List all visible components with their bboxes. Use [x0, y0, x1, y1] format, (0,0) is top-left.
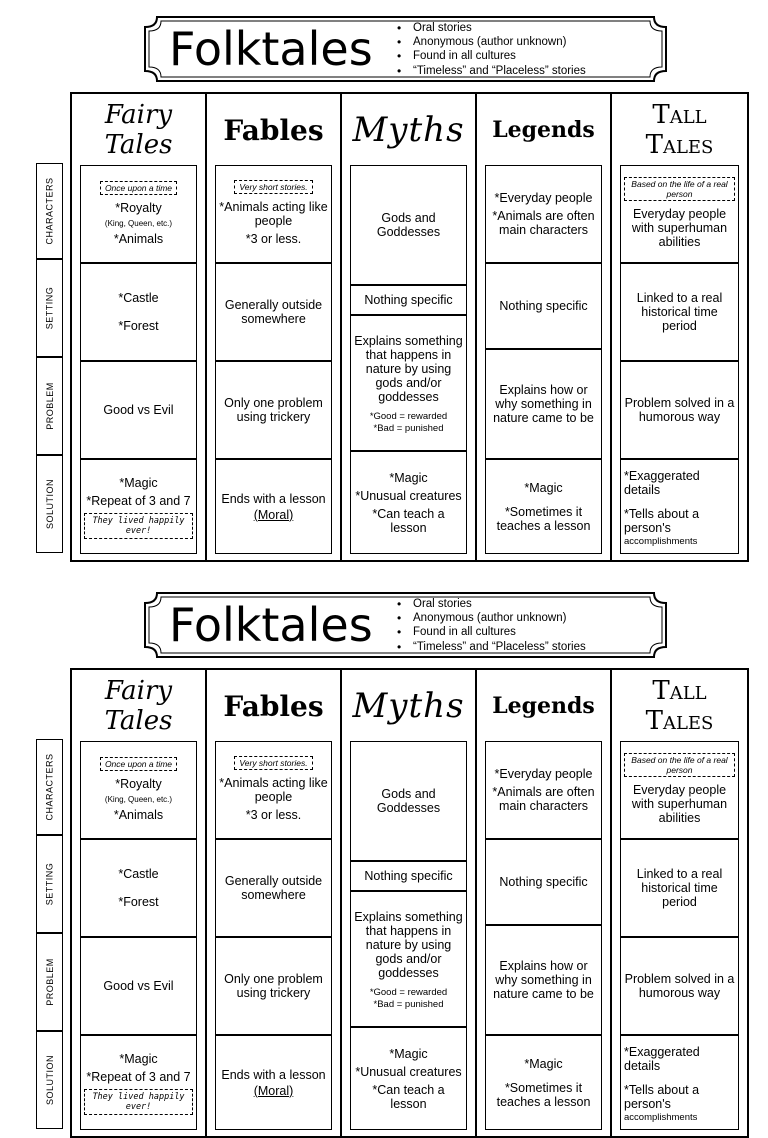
cell-solution: *Magic *Sometimes it teaches a lesson: [485, 459, 602, 554]
cell-setting: Nothing specific: [485, 263, 602, 349]
cell-solution: *Magic *Unusual creatures *Can teach a lesson: [350, 1027, 467, 1130]
cell-setting: Generally outside somewhere: [215, 263, 332, 361]
column-title: Tall Tales: [645, 676, 714, 736]
cell-characters: *Everyday people *Animals are often main characters: [485, 165, 602, 263]
cell-problem: Problem solved in a humorous way: [620, 361, 739, 459]
cell-setting: Nothing specific: [350, 285, 467, 315]
column-fables: [205, 92, 342, 562]
column-legends: [475, 92, 612, 562]
column-tall-tales: [610, 92, 749, 562]
folktales-banner: [143, 15, 668, 83]
folktales-chart: [0, 0, 768, 560]
bullet-item: • Found in all cultures: [395, 49, 586, 63]
row-label-problem: PROBLEM: [36, 357, 63, 455]
cell-characters: Once upon a time *Royalty (King, Queen, etc.) *Animals: [80, 165, 197, 263]
cell-characters: Very short stories. *Animals acting like people *3 or less.: [215, 741, 332, 839]
cell-solution: *Magic *Repeat of 3 and 7 They lived happily ever!: [80, 459, 197, 554]
cell-solution: *Magic *Unusual creatures *Can teach a lesson: [350, 451, 467, 554]
banner-bullets: [395, 597, 586, 654]
bullet-item: • Oral stories: [395, 597, 586, 611]
column-legends: [475, 668, 612, 1138]
cell-problem: Good vs Evil: [80, 937, 197, 1035]
cell-setting: Nothing specific: [350, 861, 467, 891]
bullet-item: • “Timeless” and “Placeless” stories: [395, 640, 586, 654]
column-title: Fairy Tales: [104, 676, 173, 736]
folktales-chart: [0, 576, 768, 1136]
row-label-setting: SETTING: [36, 835, 63, 933]
cell-characters: Once upon a time *Royalty (King, Queen, etc.) *Animals: [80, 741, 197, 839]
cell-characters: Gods and Goddesses: [350, 165, 467, 285]
cell-setting: Nothing specific: [485, 839, 602, 925]
cell-problem: Explains something that happens in nature by using gods and/or goddesses *Good = rewarded *Bad = punished: [350, 315, 467, 451]
cell-setting: *Castle *Forest: [80, 263, 197, 361]
cell-problem: Good vs Evil: [80, 361, 197, 459]
row-label-problem: PROBLEM: [36, 933, 63, 1031]
cell-setting: Generally outside somewhere: [215, 839, 332, 937]
column-title: Legends: [492, 117, 595, 143]
column-title: Fables: [223, 113, 324, 147]
cell-setting: Linked to a real historical time period: [620, 263, 739, 361]
cell-solution: *Magic *Repeat of 3 and 7 They lived happily ever!: [80, 1035, 197, 1130]
cell-setting: *Castle *Forest: [80, 839, 197, 937]
banner-title: Folktales: [169, 598, 373, 652]
row-label-setting: SETTING: [36, 259, 63, 357]
column-title: Myths: [352, 110, 465, 150]
column-title: Myths: [352, 686, 465, 726]
cell-characters: Based on the life of a real person Everyday people with superhuman abilities: [620, 741, 739, 839]
column-title: Fairy Tales: [104, 100, 173, 160]
banner-title: Folktales: [169, 22, 373, 76]
column-fables: [205, 668, 342, 1138]
cell-problem: Explains something that happens in nature by using gods and/or goddesses *Good = rewarded *Bad = punished: [350, 891, 467, 1027]
column-fairy-tales: [70, 92, 207, 562]
cell-solution: *Magic *Sometimes it teaches a lesson: [485, 1035, 602, 1130]
bullet-item: • Anonymous (author unknown): [395, 35, 586, 49]
column-myths: [340, 92, 477, 562]
row-label-solution: SOLUTION: [36, 455, 63, 553]
column-myths: [340, 668, 477, 1138]
row-label-characters: CHARACTERS: [36, 739, 63, 835]
cell-solution: Ends with a lesson (Moral): [215, 459, 332, 554]
cell-problem: Only one problem using trickery: [215, 937, 332, 1035]
cell-problem: Only one problem using trickery: [215, 361, 332, 459]
cell-solution: Ends with a lesson (Moral): [215, 1035, 332, 1130]
cell-problem: Explains how or why something in nature came to be: [485, 925, 602, 1035]
column-title: Fables: [223, 689, 324, 723]
cell-characters: Gods and Goddesses: [350, 741, 467, 861]
column-title: Legends: [492, 693, 595, 719]
column-tall-tales: [610, 668, 749, 1138]
bullet-item: • Anonymous (author unknown): [395, 611, 586, 625]
row-label-solution: SOLUTION: [36, 1031, 63, 1129]
cell-characters: *Everyday people *Animals are often main characters: [485, 741, 602, 839]
banner-bullets: [395, 21, 586, 78]
column-title: Tall Tales: [645, 100, 714, 160]
cell-solution: *Exaggerated details *Tells about a person's accomplishments: [620, 459, 739, 554]
bullet-item: • Found in all cultures: [395, 625, 586, 639]
bullet-item: • Oral stories: [395, 21, 586, 35]
bullet-item: • “Timeless” and “Placeless” stories: [395, 64, 586, 78]
folktales-banner: [143, 591, 668, 659]
cell-problem: Explains how or why something in nature came to be: [485, 349, 602, 459]
column-fairy-tales: [70, 668, 207, 1138]
cell-problem: Problem solved in a humorous way: [620, 937, 739, 1035]
cell-characters: Based on the life of a real person Everyday people with superhuman abilities: [620, 165, 739, 263]
cell-setting: Linked to a real historical time period: [620, 839, 739, 937]
row-label-characters: CHARACTERS: [36, 163, 63, 259]
cell-solution: *Exaggerated details *Tells about a person's accomplishments: [620, 1035, 739, 1130]
cell-characters: Very short stories. *Animals acting like people *3 or less.: [215, 165, 332, 263]
